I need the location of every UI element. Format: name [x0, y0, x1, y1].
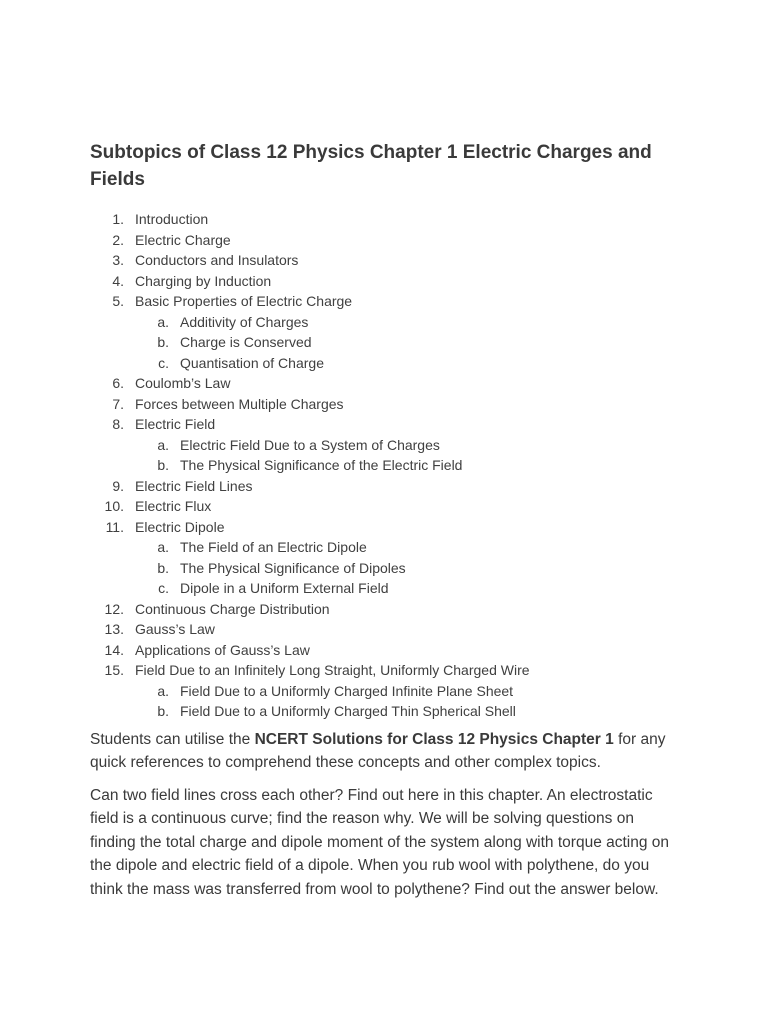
list-item-number: 13.: [104, 621, 124, 637]
list-item-number: 3.: [112, 252, 124, 268]
sub-list-item-letter: a.: [157, 539, 169, 555]
ncert-solutions-link-text: NCERT Solutions for Class 12 Physics Chapter 1: [254, 730, 614, 748]
list-item: [90, 476, 680, 497]
list-item-label: Electric Field Lines: [135, 477, 253, 494]
sub-list-item: [135, 558, 680, 579]
subtopics-list: [90, 209, 680, 722]
sub-list-item-label: Charge is Conserved: [180, 334, 312, 350]
list-item-label: Introduction: [135, 211, 209, 227]
list-item: [90, 271, 680, 292]
list-item-label: Charging by Induction: [135, 272, 272, 289]
sub-list-item-letter: b.: [157, 703, 169, 719]
list-item: [90, 619, 680, 640]
sub-list-item-label: Quantisation of Charge: [180, 354, 324, 371]
list-item-label: Electric Field: [135, 416, 216, 432]
sub-list: [135, 537, 680, 599]
list-item: [90, 640, 680, 661]
sub-list-item: [135, 312, 680, 333]
list-item: [90, 517, 680, 599]
list-item-number: 8.: [112, 416, 124, 432]
list-item-label: Forces between Multiple Charges: [135, 395, 344, 412]
sub-list-item: [135, 332, 680, 353]
list-item-number: 4.: [112, 272, 124, 289]
list-item-number: 12.: [104, 600, 124, 617]
list-item-label: Electric Dipole: [135, 518, 225, 535]
list-item-number: 5.: [112, 293, 124, 309]
sub-list-item-letter: a.: [157, 682, 169, 699]
list-item-number: 15.: [104, 662, 124, 678]
sub-list-item: [135, 353, 680, 374]
list-item: [90, 209, 680, 230]
list-item-label: Field Due to an Infinitely Long Straight, Uniformly Charged Wire: [135, 662, 530, 678]
sub-list-item: [135, 537, 680, 558]
sub-list-item-label: Field Due to a Uniformly Charged Thin Spherical Shell: [180, 703, 516, 719]
sub-list: [135, 681, 680, 722]
list-item-number: 14.: [104, 641, 124, 658]
list-item: [90, 599, 680, 620]
page-title: Subtopics of Class 12 Physics Chapter 1 Electric Charges and Fields: [90, 142, 652, 190]
paragraph1-before: Students can utilise the: [90, 730, 255, 748]
list-item: [90, 496, 680, 517]
list-item-number: 1.: [112, 211, 124, 227]
sub-list-item: [135, 435, 680, 456]
list-item: [90, 414, 680, 476]
sub-list-item-letter: c.: [158, 354, 169, 371]
list-item-number: 10.: [104, 498, 124, 514]
paragraph1-after: for any quick references to comprehend these concepts and other complex topics.: [90, 730, 666, 771]
list-item-label: Gauss’s Law: [135, 621, 215, 637]
list-item: [90, 660, 680, 722]
list-item-label: Continuous Charge Distribution: [135, 600, 330, 617]
article-content: [90, 139, 680, 901]
list-item-number: 7.: [112, 395, 124, 412]
list-item-label: Electric Charge: [135, 231, 231, 248]
sub-list-item-label: Electric Field Due to a System of Charges: [180, 436, 440, 453]
list-item-number: 11.: [105, 518, 124, 535]
sub-list-item-letter: b.: [157, 457, 169, 473]
list-item-number: 9.: [112, 477, 124, 494]
sub-list-item-letter: a.: [157, 313, 169, 330]
sub-list-item-label: Field Due to a Uniformly Charged Infinite Plane Sheet: [180, 682, 514, 699]
description-paragraph: Can two field lines cross each other? Find out here in this chapter. An electrostatic field is a continuous curve; find the reason why. We will be solving questions on finding the total charge and dipole moment of the system along with torque acting on the dipole and electric field of a dipole. When you rub wool with polythene, do you think the mass was transferred from wool to polythene? Find out the answer below.: [90, 786, 670, 898]
sub-list-item-letter: b.: [157, 334, 169, 350]
sub-list: [135, 435, 680, 476]
list-item-label: Electric Flux: [135, 498, 212, 514]
sub-list-item: [135, 455, 680, 476]
sub-list-item-label: The Physical Significance of the Electric Field: [180, 457, 463, 473]
list-item-label: Coulomb’s Law: [135, 375, 231, 391]
sub-list-item-letter: b.: [157, 559, 169, 576]
sub-list-item-letter: c.: [158, 580, 169, 596]
sub-list-item: [135, 701, 680, 722]
sub-list-item-letter: a.: [157, 436, 169, 453]
list-item-number: 6.: [112, 375, 124, 391]
sub-list-item-label: The Physical Significance of Dipoles: [180, 559, 406, 576]
list-item-label: Basic Properties of Electric Charge: [135, 293, 353, 309]
sub-list-item-label: Dipole in a Uniform External Field: [180, 580, 389, 596]
list-item: [90, 373, 680, 394]
sub-list-item: [135, 681, 680, 702]
list-item: [90, 394, 680, 415]
intro-paragraph: [90, 728, 680, 775]
sub-list-item-label: Additivity of Charges: [180, 313, 309, 330]
list-item: [90, 250, 680, 271]
list-item-label: Applications of Gauss’s Law: [135, 641, 310, 658]
list-item-number: 2.: [112, 231, 124, 248]
sub-list-item-label: The Field of an Electric Dipole: [180, 539, 367, 555]
list-item: [90, 230, 680, 251]
sub-list: [135, 312, 680, 374]
list-item: [90, 291, 680, 373]
sub-list-item: [135, 578, 680, 599]
list-item-label: Conductors and Insulators: [135, 252, 299, 268]
